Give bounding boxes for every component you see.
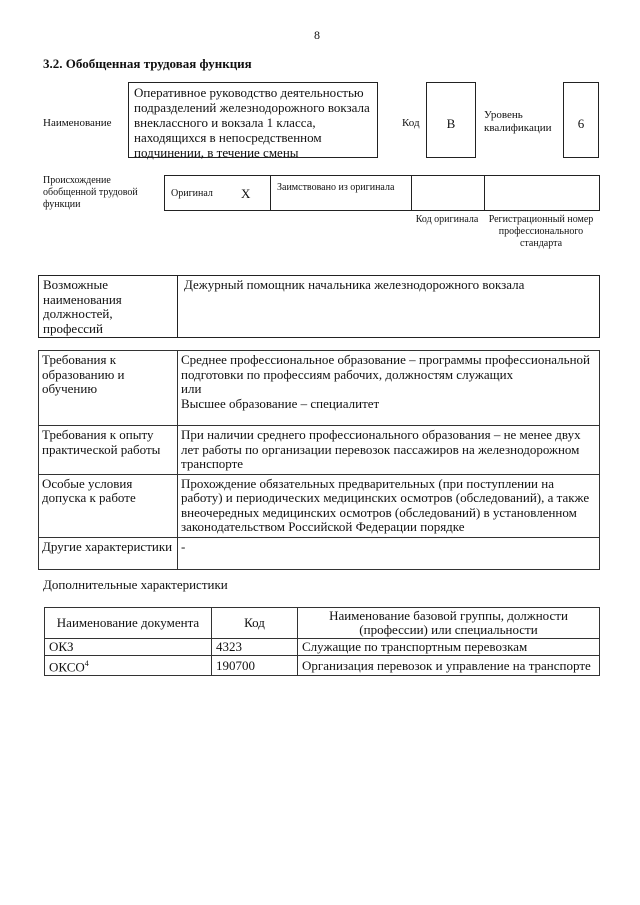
table-row	[45, 656, 600, 676]
original-label: Оригинал	[171, 188, 213, 199]
origin-divider	[484, 176, 485, 210]
page-number: 8	[314, 28, 320, 42]
section-title: 3.2. Обобщенная трудовая функция	[43, 56, 252, 71]
code-box	[426, 82, 476, 158]
origin-label: Происхождение обобщенной трудовой функции	[43, 175, 138, 210]
code-original-caption: Код оригинала	[415, 214, 479, 225]
row-doc: ОКСО	[49, 659, 85, 675]
level-box	[563, 82, 599, 158]
table-row	[39, 537, 600, 569]
level-value: 6	[577, 116, 585, 131]
requirement-label: Особые условия допуска к работе	[39, 474, 178, 537]
requirement-label: Требования к образованию и обучению	[39, 351, 178, 426]
positions-table	[38, 275, 600, 338]
level-label: Уровень квалификации	[484, 109, 552, 134]
positions-divider	[177, 276, 178, 337]
registration-caption: Регистрационный номер профессионального стандарта	[488, 214, 594, 249]
table-row	[39, 426, 600, 475]
table-row	[45, 639, 600, 656]
row-code: 4323	[212, 639, 298, 656]
positions-value: Дежурный помощник начальника железнодорожного вокзала	[184, 277, 525, 292]
row-name: Организация перевозок и управление на транспорте	[298, 656, 600, 676]
name-label: Наименование	[43, 117, 112, 129]
additional-title: Дополнительные характеристики	[43, 577, 228, 592]
origin-divider	[270, 176, 271, 210]
requirement-value: Среднее профессиональное образование – программы профессиональной подготовки по профессиям рабочих, должностям служащих или Высшее образование – специалитет	[178, 351, 600, 426]
origin-divider	[411, 176, 412, 210]
header-name: Наименование базовой группы, должности (профессии) или специальности	[298, 608, 600, 639]
row-code: 190700	[212, 656, 298, 676]
code-label: Код	[402, 117, 420, 129]
origin-row	[164, 175, 600, 211]
row-doc: ОКЗ	[45, 639, 212, 656]
function-name-box	[128, 82, 378, 158]
table-row	[39, 474, 600, 537]
row-doc-cell	[45, 656, 212, 676]
table-row	[39, 351, 600, 426]
table-row	[45, 608, 600, 639]
original-mark: X	[241, 186, 251, 201]
requirement-label: Требования к опыту практической работы	[39, 426, 178, 475]
requirement-value: -	[178, 537, 600, 569]
requirements-table	[38, 350, 600, 570]
header-document: Наименование документа	[45, 608, 212, 639]
borrowed-label: Заимствовано из оригинала	[277, 182, 395, 193]
requirement-value: Прохождение обязательных предварительных (при поступлении на работу) и периодических медицинских осмотров (обследований), а также внеочередных медицинских осмотров (обследований) в установленном законодательством Российской Федерации порядке	[178, 474, 600, 537]
header-code: Код	[212, 608, 298, 639]
positions-label: Возможные наименования должностей, профессий	[43, 277, 122, 336]
footnote-mark: 4	[84, 659, 89, 668]
additional-table	[44, 607, 600, 676]
requirement-label: Другие характеристики	[39, 537, 178, 569]
row-name: Служащие по транспортным перевозкам	[298, 639, 600, 656]
code-value: В	[446, 116, 456, 131]
function-name-value: Оперативное руководство деятельностью подразделений железнодорожного вокзала внеклассного и вокзала 1 класса, находящихся в непосредственном подчинении, в течение смены	[134, 85, 370, 160]
requirement-value: При наличии среднего профессионального образования – не менее двух лет работы по организации перевозок пассажиров на железнодорожном транспорте	[178, 426, 600, 475]
